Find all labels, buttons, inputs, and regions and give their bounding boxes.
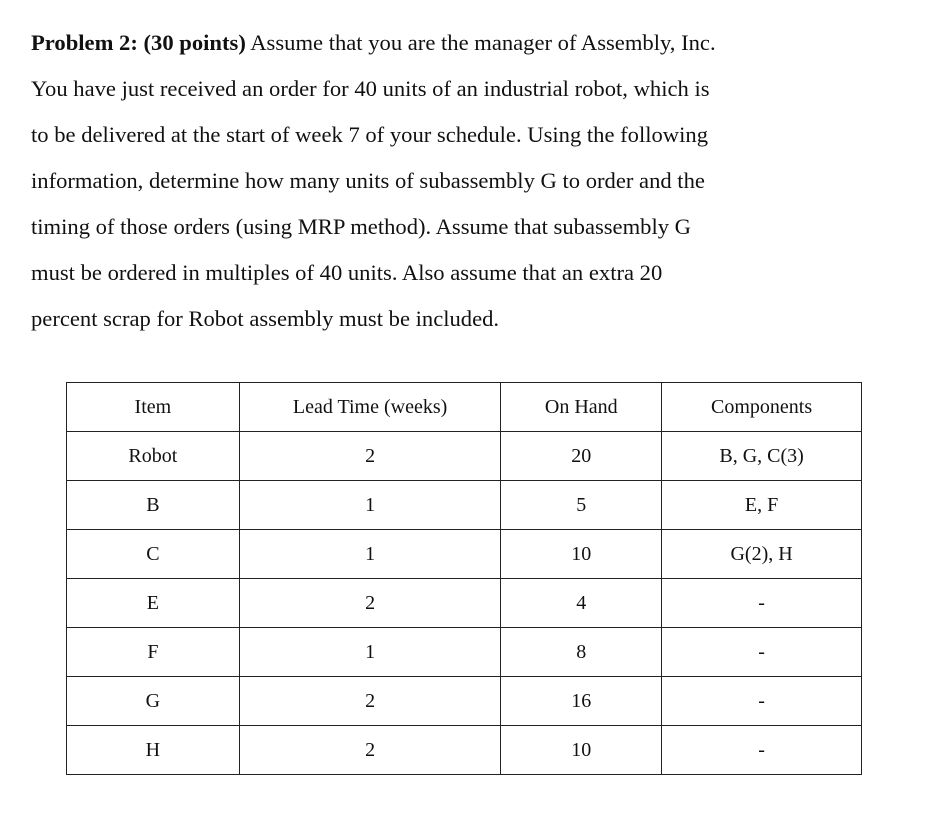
problem-line-1 [31, 20, 911, 66]
cell-item: B [67, 481, 240, 530]
table-header-row [67, 383, 862, 432]
cell-lead-time: 2 [239, 579, 501, 628]
header-on-hand: On Hand [501, 383, 662, 432]
cell-components: - [662, 677, 862, 726]
cell-components: - [662, 726, 862, 775]
problem-statement [31, 20, 911, 342]
problem-line-4: information, determine how many units of subassembly G to order and the [31, 168, 705, 193]
cell-on-hand: 20 [501, 432, 662, 481]
header-lead-time: Lead Time (weeks) [239, 383, 501, 432]
table-row [67, 432, 862, 481]
header-item: Item [67, 383, 240, 432]
cell-components: B, G, C(3) [662, 432, 862, 481]
cell-lead-time: 2 [239, 677, 501, 726]
cell-on-hand: 4 [501, 579, 662, 628]
problem-text: Assume that you are the manager of Assembly, Inc. [245, 30, 716, 55]
cell-lead-time: 2 [239, 726, 501, 775]
cell-on-hand: 10 [501, 726, 662, 775]
problem-line-5: timing of those orders (using MRP method). Assume that subassembly G [31, 214, 691, 239]
cell-lead-time: 1 [239, 530, 501, 579]
cell-item: C [67, 530, 240, 579]
table-row [67, 677, 862, 726]
table-row [67, 628, 862, 677]
cell-item: G [67, 677, 240, 726]
cell-item: F [67, 628, 240, 677]
problem-heading: Problem 2: (30 points) [31, 30, 246, 55]
table-row [67, 530, 862, 579]
cell-on-hand: 8 [501, 628, 662, 677]
cell-item: E [67, 579, 240, 628]
header-components: Components [662, 383, 862, 432]
problem-line-7: percent scrap for Robot assembly must be included. [31, 306, 500, 331]
item-data-table [66, 382, 862, 775]
table-row [67, 726, 862, 775]
problem-line-2: You have just received an order for 40 units of an industrial robot, which is [31, 76, 710, 101]
cell-lead-time: 2 [239, 432, 501, 481]
table-row [67, 579, 862, 628]
problem-line-3: to be delivered at the start of week 7 of your schedule. Using the following [31, 122, 708, 147]
cell-lead-time: 1 [239, 628, 501, 677]
cell-components: - [662, 628, 862, 677]
table-row [67, 481, 862, 530]
cell-on-hand: 10 [501, 530, 662, 579]
cell-item: H [67, 726, 240, 775]
cell-item: Robot [67, 432, 240, 481]
cell-components: G(2), H [662, 530, 862, 579]
cell-components: - [662, 579, 862, 628]
cell-lead-time: 1 [239, 481, 501, 530]
cell-on-hand: 5 [501, 481, 662, 530]
cell-on-hand: 16 [501, 677, 662, 726]
cell-components: E, F [662, 481, 862, 530]
problem-line-6: must be ordered in multiples of 40 units. Also assume that an extra 20 [31, 260, 663, 285]
